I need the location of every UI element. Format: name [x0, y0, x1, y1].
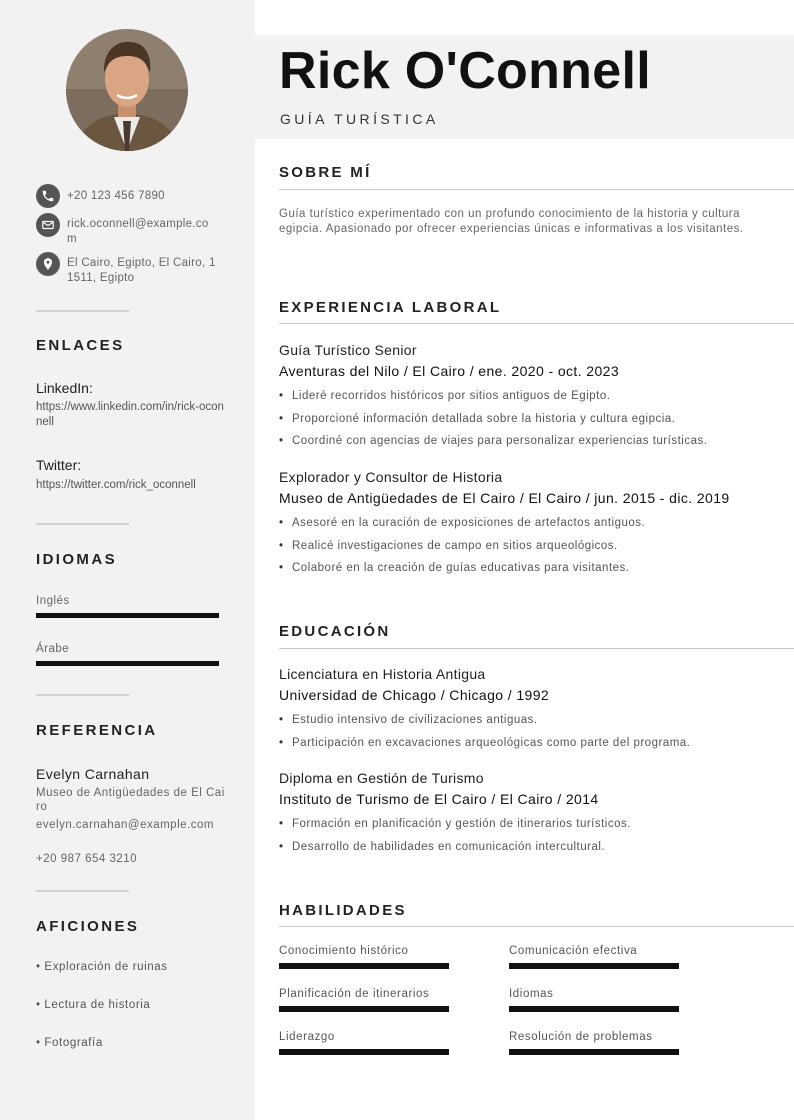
email-text: rick.oconnell@example.com — [67, 218, 209, 245]
skill-level-bar — [279, 963, 449, 969]
skills-heading: HABILIDADES — [279, 902, 407, 919]
job-bullet: • Colaboré en la creación de guías educativas para visitantes. — [279, 562, 630, 574]
phone-icon — [36, 184, 60, 208]
about-text: Guía turístico experimentado con un profundo conocimiento de la historia y cultura egipcia. Apasionado por ofrecer experiencias únicas e informativas a los visitantes. — [279, 208, 744, 235]
degree-bullet: • Desarrollo de habilidades en comunicación intercultural. — [279, 841, 605, 853]
skill-name: Idiomas — [509, 988, 554, 1000]
contact-phone — [36, 184, 217, 208]
section-rule — [279, 648, 794, 649]
divider — [36, 310, 129, 312]
skill-level-bar — [279, 1049, 449, 1055]
job-title: GUÍA TURÍSTICA — [280, 111, 439, 127]
skill-name: Comunicación efectiva — [509, 945, 638, 957]
divider — [36, 523, 129, 525]
name-header — [255, 35, 794, 139]
experience-heading: EXPERIENCIA LABORAL — [279, 299, 502, 316]
divider — [36, 694, 129, 696]
hobby-item: • Exploración de ruinas — [36, 961, 168, 973]
job-bullet: • Asesoré en la curación de exposiciones de artefactos antiguos. — [279, 517, 645, 529]
degree-details: Instituto de Turismo de El Cairo / El Cairo / 2014 — [279, 791, 599, 807]
linkedin-link[interactable]: https://www.linkedin.com/in/rick-oconnell — [36, 401, 224, 428]
section-rule — [279, 189, 794, 190]
twitter-label: Twitter: — [36, 457, 82, 473]
reference-email: evelyn.carnahan@example.com — [36, 819, 214, 831]
skill-name: Planificación de itinerarios — [279, 988, 430, 1000]
degree-details: Universidad de Chicago / Chicago / 1992 — [279, 687, 550, 703]
skill-name: Liderazgo — [279, 1031, 335, 1043]
divider — [36, 890, 129, 892]
skill-level-bar — [509, 963, 679, 969]
reference-organization: Museo de Antigüedades de El Cairo — [36, 787, 225, 813]
job-bullet: • Lideré recorridos históricos por sitios antiguos de Egipto. — [279, 390, 610, 402]
skill-name: Resolución de problemas — [509, 1031, 653, 1043]
links-heading: ENLACES — [36, 337, 125, 354]
address-text: El Cairo, Egipto, El Cairo, 11511, Egipto — [67, 257, 216, 284]
mail-icon — [36, 213, 60, 237]
job-bullet: • Proporcioné información detallada sobre la historia y cultura egipcia. — [279, 413, 675, 425]
skill-level-bar — [279, 1006, 449, 1012]
degree-bullet: • Formación en planificación y gestión de itinerarios turísticos. — [279, 818, 631, 830]
contact-email — [36, 213, 217, 247]
location-pin-icon — [36, 252, 60, 276]
hobby-item: • Lectura de historia — [36, 999, 151, 1011]
job-details: Aventuras del Nilo / El Cairo / ene. 2020 - oct. 2023 — [279, 363, 620, 379]
twitter-link[interactable]: https://twitter.com/rick_oconnell — [36, 479, 196, 491]
hobbies-heading: AFICIONES — [36, 918, 140, 935]
skill-level-bar — [509, 1006, 679, 1012]
profile-photo — [66, 29, 188, 151]
education-heading: EDUCACIÓN — [279, 623, 391, 640]
language-name: Inglés — [36, 595, 70, 607]
section-rule — [279, 323, 794, 324]
degree-title: Diploma en Gestión de Turismo — [279, 770, 484, 786]
degree-bullet: • Estudio intensivo de civilizaciones antiguas. — [279, 714, 538, 726]
contact-address — [36, 252, 217, 286]
job-bullet: • Realicé investigaciones de campo en sitios arqueológicos. — [279, 540, 618, 552]
hobby-item: • Fotografía — [36, 1037, 103, 1049]
phone-text: +20 123 456 7890 — [67, 190, 165, 202]
reference-phone: +20 987 654 3210 — [36, 853, 138, 865]
sidebar — [0, 0, 255, 1120]
job-details: Museo de Antigüedades de El Cairo / El Cairo / jun. 2015 - dic. 2019 — [279, 490, 730, 506]
job-bullet: • Coordiné con agencias de viajes para personalizar experiencias turísticas. — [279, 435, 707, 447]
skill-name: Conocimiento histórico — [279, 945, 409, 957]
job-title-entry: Explorador y Consultor de Historia — [279, 469, 503, 485]
degree-title: Licenciatura en Historia Antigua — [279, 666, 486, 682]
linkedin-label: LinkedIn: — [36, 380, 93, 396]
language-level-bar — [36, 661, 219, 666]
job-title-entry: Guía Turístico Senior — [279, 342, 417, 358]
section-rule — [279, 926, 794, 927]
degree-bullet: • Participación en excavaciones arqueológicas como parte del programa. — [279, 737, 690, 749]
reference-name: Evelyn Carnahan — [36, 766, 150, 782]
full-name: Rick O'Connell — [279, 42, 651, 100]
languages-heading: IDIOMAS — [36, 551, 117, 568]
reference-heading: REFERENCIA — [36, 722, 158, 739]
language-name: Árabe — [36, 643, 70, 655]
language-level-bar — [36, 613, 219, 618]
about-heading: SOBRE MÍ — [279, 164, 372, 181]
skill-level-bar — [509, 1049, 679, 1055]
